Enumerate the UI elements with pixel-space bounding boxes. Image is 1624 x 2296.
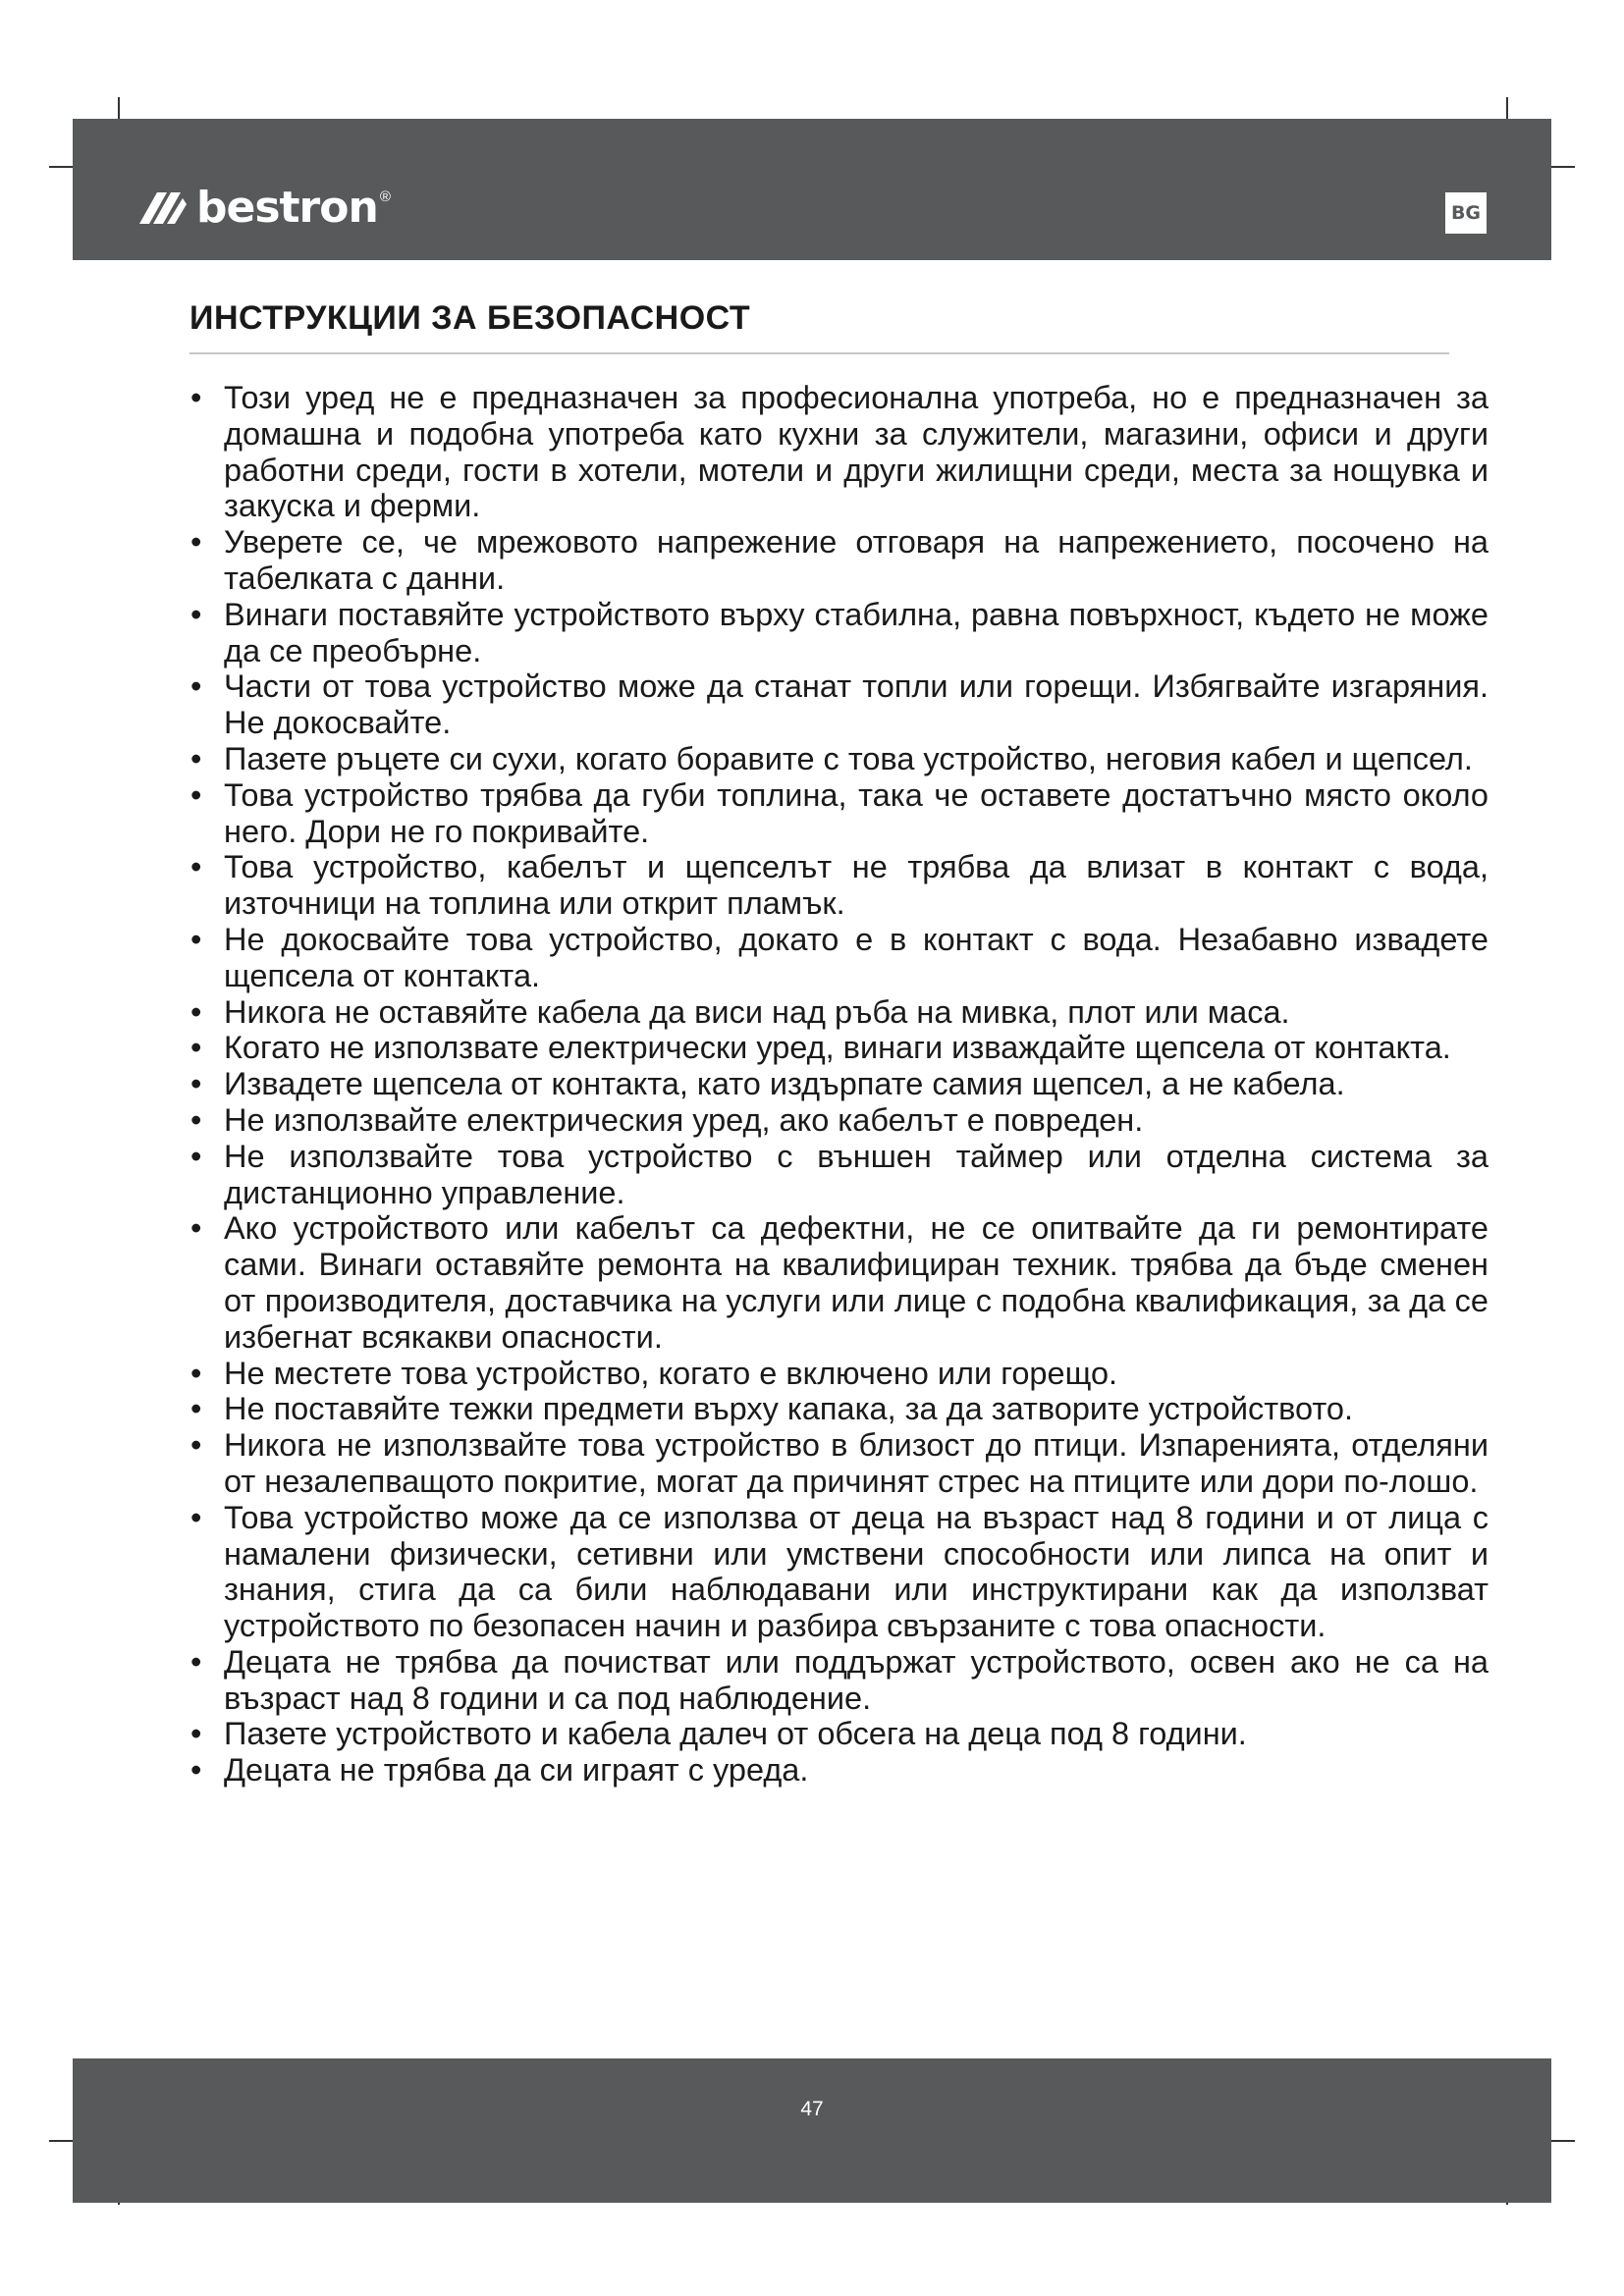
language-badge: BG [1445, 192, 1487, 234]
bullet-icon: • [190, 993, 202, 1030]
bullet-icon: • [190, 1643, 202, 1680]
bullet-icon: • [190, 1138, 202, 1174]
instruction-text: Никога не използвайте това устройство в близост до птици. Изпаренията, отделяни от незалепващото покритие, могат да причинят стрес на птиците или дори по-лошо. [224, 1427, 1489, 1499]
list-item [183, 1356, 1489, 1392]
list-item [183, 1139, 1489, 1211]
list-item [183, 994, 1489, 1031]
list-item [183, 1716, 1489, 1752]
title-divider [189, 352, 1449, 354]
instruction-text: Това устройство може да се използва от деца на възраст над 8 години и от лица с намалени физически, сетивни или умствени способности или липса на опит и знания, стига да са били наблюдавани или инструктирани как да използват устройството по безопасен начин и разбира свързаните с това опасности. [224, 1499, 1489, 1644]
list-item [183, 849, 1489, 922]
instruction-text: Не местете това устройство, когато е включено или горещо. [224, 1355, 1118, 1391]
list-item [183, 777, 1489, 850]
list-item [183, 1644, 1489, 1717]
instruction-text: Децата не трябва да почистват или поддържат устройството, освен ако не са на възраст над 8 години и са под наблюдение. [224, 1643, 1489, 1716]
instruction-text: Никога не оставяйте кабела да виси над ръба на мивка, плот или маса. [224, 993, 1290, 1030]
bullet-icon: • [190, 1716, 202, 1752]
list-item [183, 597, 1489, 669]
bullet-icon: • [190, 1355, 202, 1391]
registered-mark: ® [379, 187, 391, 205]
list-item [183, 1066, 1489, 1102]
bullet-icon: • [190, 1499, 202, 1535]
instruction-text: Уверете се, че мрежовото напрежение отговаря на напрежението, посочено на табелката с данни. [224, 524, 1489, 596]
bullet-icon: • [190, 1210, 202, 1247]
instruction-text: Този уред не е предназначен за професионална употреба, но е предназначен за домашна и подобна употреба като кухни за служители, магазини, офиси и други работни среди, гости в хотели, мотели и други жилищни среди, места за нощувка и закуска и ферми. [224, 380, 1489, 524]
list-item [183, 1102, 1489, 1139]
safety-instructions-list [183, 380, 1489, 1789]
instruction-text: Децата не трябва да си играят с уреда. [224, 1752, 809, 1789]
bullet-icon: • [190, 1066, 202, 1102]
instruction-text: Пазете ръцете си сухи, когато боравите с това устройство, неговия кабел и щепсел. [224, 740, 1473, 776]
instruction-text: Не поставяйте тежки предмети върху капака, за да затворите устройството. [224, 1391, 1354, 1427]
list-item [183, 380, 1489, 524]
bullet-icon: • [190, 1391, 202, 1427]
instruction-text: Части от това устройство може да станат топли или горещи. Избягвайте изгаряния. Не докосвайте. [224, 668, 1489, 741]
bullet-icon: • [190, 668, 202, 705]
instruction-text: Това устройство трябва да губи топлина, така че оставете достатъчно място около него. Дори не го покривайте. [224, 776, 1489, 849]
instruction-text: Когато не използвате електрически уред, винаги изваждайте щепсела от контакта. [224, 1030, 1451, 1066]
instruction-text: Извадете щепсела от контакта, като издърпате самия щепсел, а не кабела. [224, 1066, 1345, 1102]
instruction-text: Не докосвайте това устройство, докато е в контакт с вода. Незабавно извадете щепсела от контакта. [224, 921, 1489, 993]
bullet-icon: • [190, 1030, 202, 1066]
bullet-icon: • [190, 921, 202, 957]
list-item [183, 524, 1489, 597]
bullet-icon: • [190, 1101, 202, 1138]
bullet-icon: • [190, 849, 202, 885]
bullet-icon: • [190, 1427, 202, 1464]
list-item [183, 1210, 1489, 1355]
brand-name: bestron [196, 183, 378, 233]
instruction-text: Не използвайте електрическия уред, ако кабелът е повреден. [224, 1101, 1144, 1138]
bullet-icon: • [190, 740, 202, 776]
bullet-icon: • [190, 776, 202, 813]
footer-bar [73, 2058, 1551, 2203]
bullet-icon: • [190, 380, 202, 415]
instruction-text: Това устройство, кабелът и щепселът не трябва да влизат в контакт с вода, източници на топлина или открит пламък. [224, 849, 1489, 922]
list-item [183, 741, 1489, 777]
list-item [183, 1030, 1489, 1066]
bullet-icon: • [190, 1752, 202, 1789]
list-item [183, 1427, 1489, 1500]
instruction-text: Не използвайте това устройство с външен таймер или отделна система за дистанционно управление. [224, 1138, 1489, 1210]
page-number: 47 [800, 2098, 824, 2120]
list-item [183, 1391, 1489, 1427]
list-item [183, 922, 1489, 994]
list-item [183, 1752, 1489, 1789]
bullet-icon: • [190, 596, 202, 632]
instruction-text: Ако устройството или кабелът са дефектни, не се опитвайте да ги ремонтирате сами. Винаги оставяйте ремонта на квалифициран техник. трябва да бъде сменен от производителя, доставчика на услуги или лице с подобна квалификация, за да се избегнат всякакви опасности. [224, 1210, 1489, 1355]
bullet-icon: • [190, 524, 202, 561]
page-title: ИНСТРУКЦИИ ЗА БЕЗОПАСНОСТ [189, 299, 751, 337]
header-bar [73, 119, 1551, 260]
instruction-text: Винаги поставяйте устройството върху стабилна, равна повърхност, където не може да се преобърне. [224, 596, 1489, 668]
list-item [183, 1500, 1489, 1644]
list-item [183, 668, 1489, 741]
instruction-text: Пазете устройството и кабела далеч от обсега на деца под 8 години. [224, 1716, 1247, 1752]
brand-logo [137, 183, 391, 233]
brand-chevron-icon [137, 188, 189, 228]
